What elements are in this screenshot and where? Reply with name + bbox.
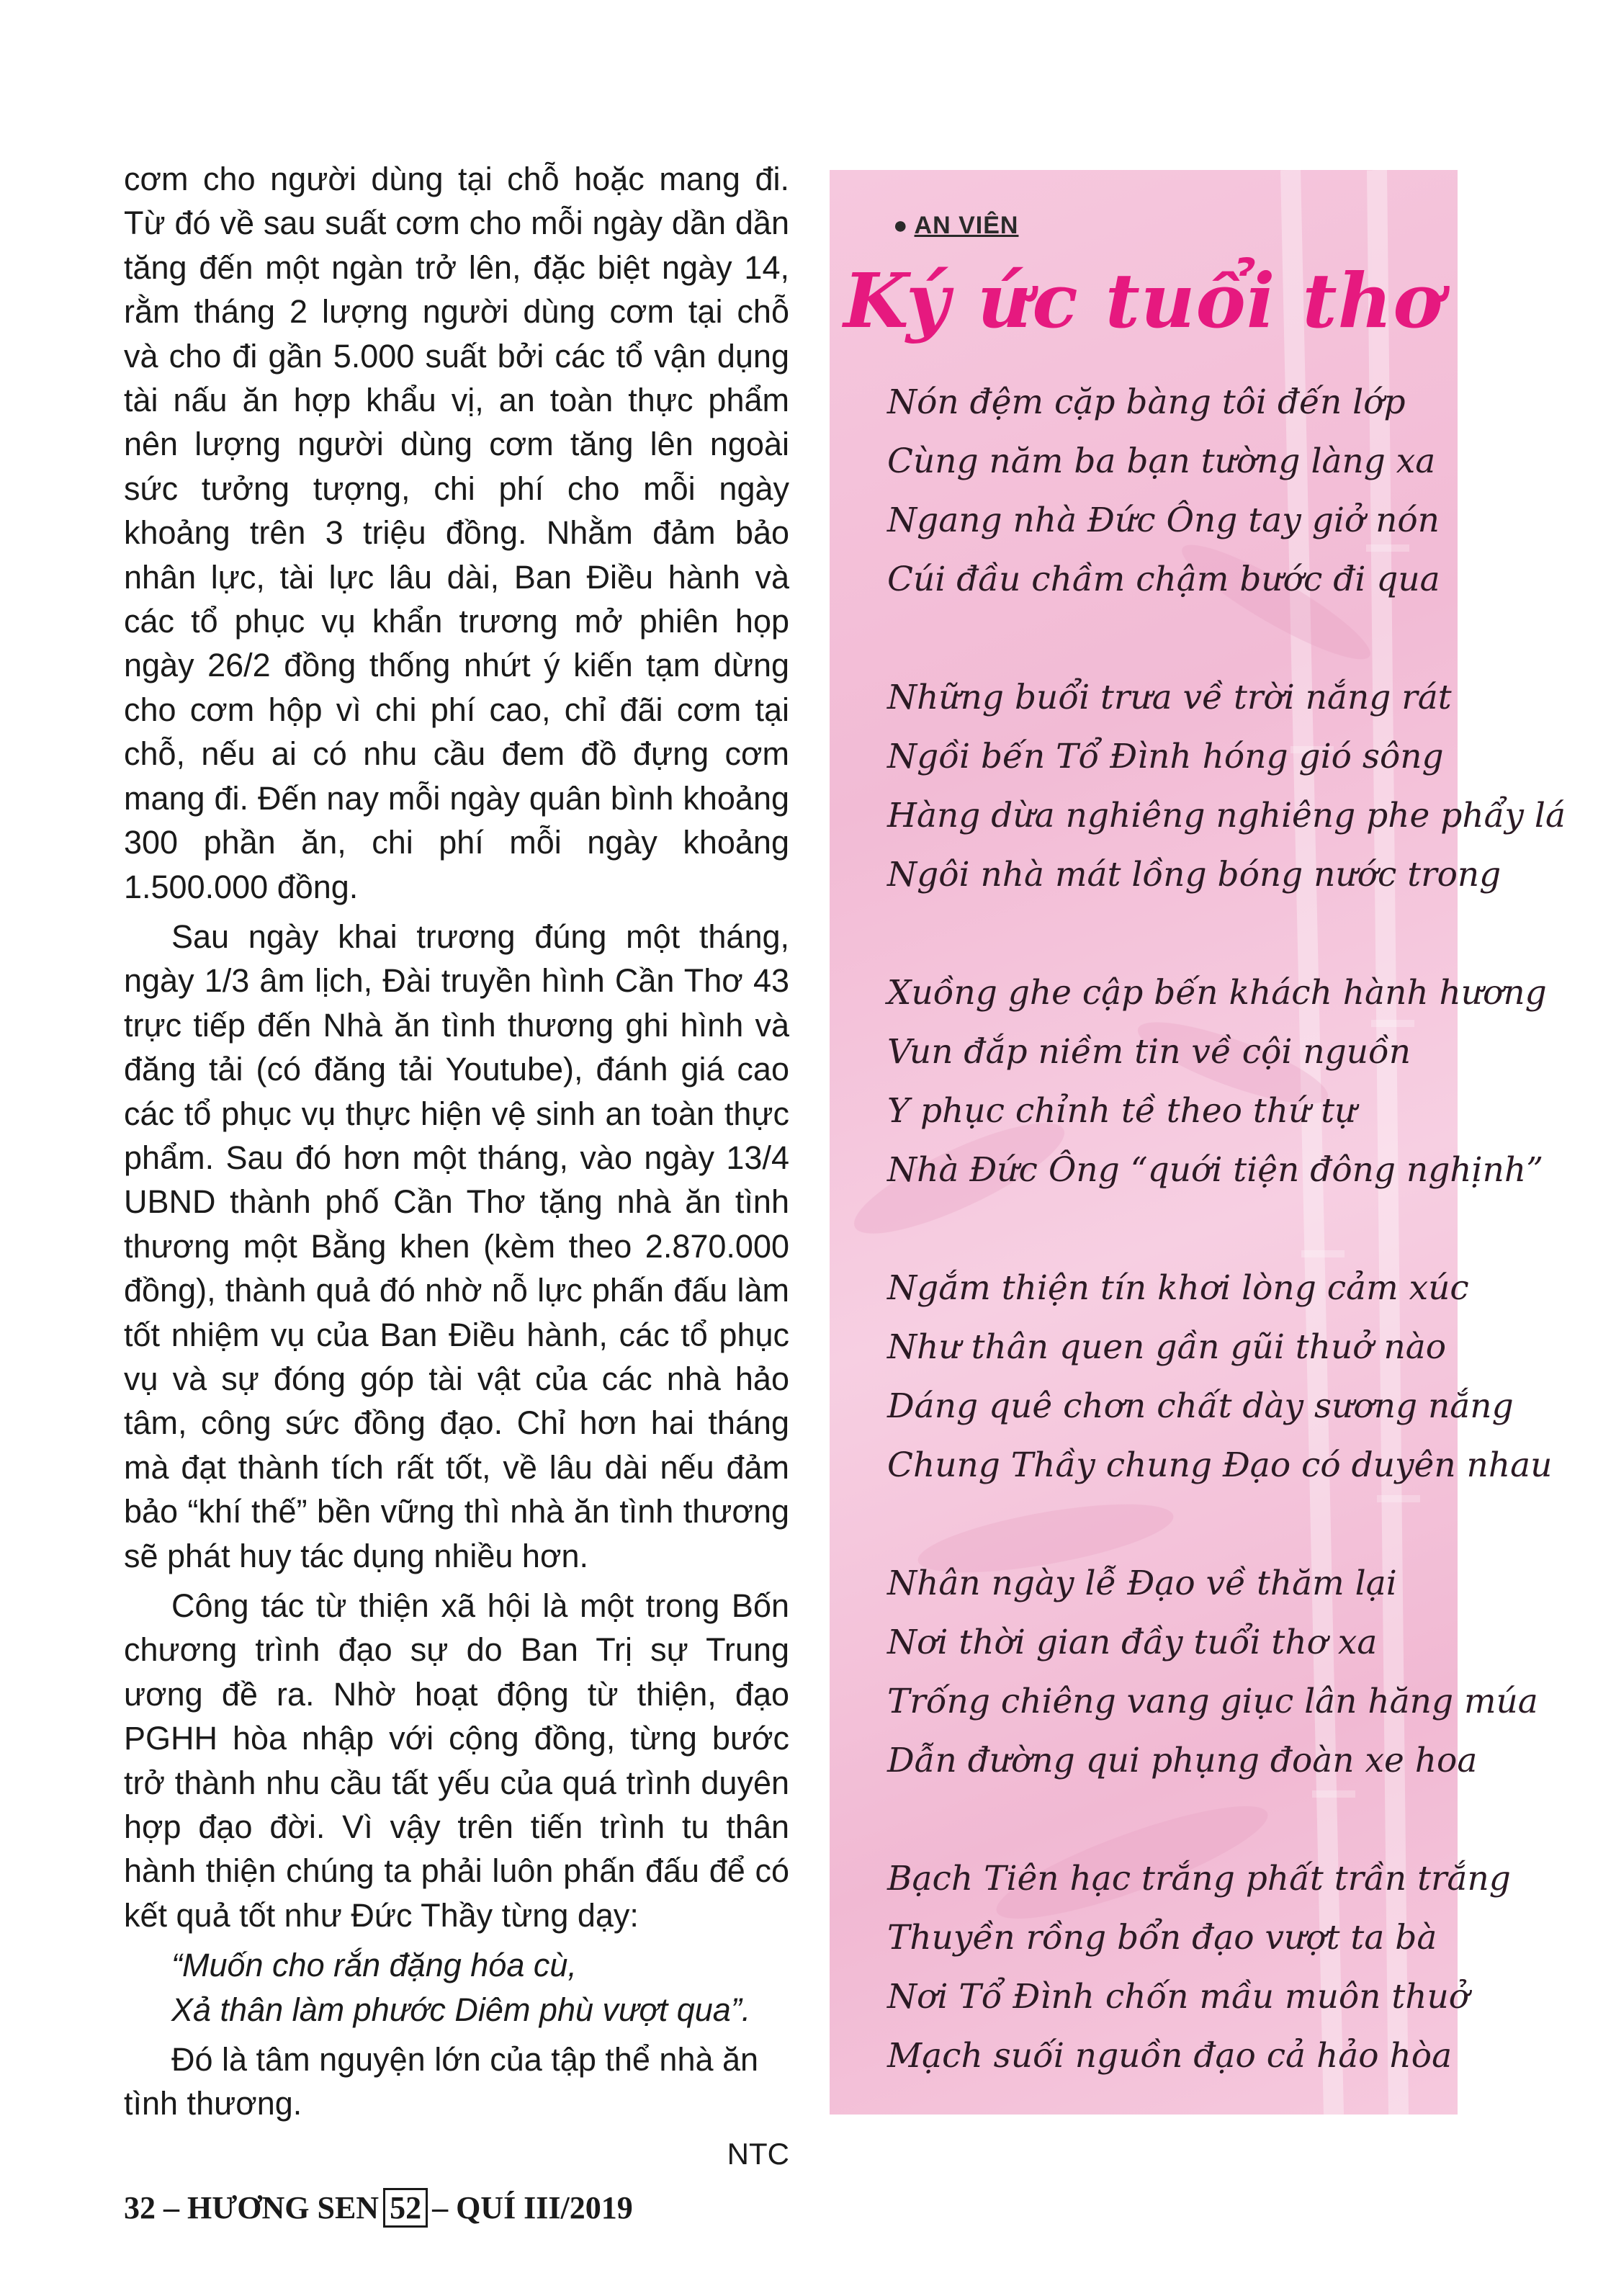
poem-line: Ngôi nhà mát lồng bóng nước trong [887, 855, 1501, 894]
poem-line: Vun đắp niềm tin về cội nguồn [887, 1032, 1411, 1072]
article-paragraph: Sau ngày khai trương đúng một tháng, ngày 1/3 âm lịch, Đài truyền hình Cần Thơ 43 trực tiếp đến Nhà ăn tình thương ghi hình và đăng tải (có đăng tải Youtube), đánh giá cao các tổ phục vụ thực hiện vệ sinh an toàn thực phẩm. Sau đó hơn một tháng, vào ngày 13/4 UBND thành phố Cần Thơ tặng nhà ăn tình thương một Bằng khen (kèm theo 2.870.000 đồng), thành quả đó nhờ nỗ lực phấn đấu làm tốt nhiệm vụ của Ban Điều hành, các tổ phục vụ và sự đóng góp tài vật của các nhà hảo tâm, công sức đồng đạo. Chỉ hơn hai tháng mà đạt thành tích rất tốt, về lâu dài nếu đảm bảo “khí thế” bền vững thì nhà ăn tình thương sẽ phát huy tác dụng nhiều hơn. [124, 918, 789, 1574]
stanza [887, 373, 1449, 609]
issue-period: QUÍ III/2019 [456, 2190, 633, 2225]
poem-line: Dáng quê chơn chất dày sương nắng [887, 1386, 1514, 1426]
poem-line: Nơi thời gian đầy tuổi thơ xa [887, 1623, 1378, 1662]
poem-line: Y phục chỉnh tề theo thứ tự [887, 1091, 1357, 1131]
poem-line: Ngồi bến Tổ Đình hóng gió sông [887, 737, 1444, 776]
poem-line: Nhân ngày lễ Đạo về thăm lại [887, 1564, 1397, 1603]
article-column [124, 157, 789, 2176]
poem-line: Chung Thầy chung Đạo có duyên nhau [887, 1445, 1553, 1485]
poem-panel [830, 170, 1566, 2115]
closing-paragraph: Đó là tâm nguyện lớn của tập thể nhà ăn tình thương. [124, 2041, 759, 2122]
signature: NTC [727, 2136, 789, 2171]
poem-line: Nón đệm cặp bàng tôi đến lớp [887, 382, 1406, 422]
magazine-name: HƯƠNG SEN [187, 2190, 380, 2225]
article-paragraph: Công tác từ thiện xã hội là một trong Bốn chương trình đạo sự do Ban Trị sự Trung ương đề ra. Nhờ hoạt động từ thiện, đạo PGHH hòa nhập với cộng đồng, từng bước trở thành nhu cầu tất yếu của quá trình duyên hợp đạo đời. Vì vậy trên tiến trình tu thân hành thiện chúng ta phải luôn phấn đấu để có kết quả tốt như Đức Thầy từng dạy: [124, 1587, 789, 1934]
poem-line: Cùng năm ba bạn tường làng xa [887, 441, 1436, 481]
bullet-icon: ● [893, 212, 909, 239]
poem-line: Thuyền rồng bổn đạo vượt ta bà [887, 1918, 1437, 1958]
quote-line: “Muốn cho rắn đặng hóa cù, [171, 1947, 577, 1984]
stanza [887, 1849, 1511, 2086]
poem-line: Ngắm thiện tín khơi lòng cảm xúc [887, 1268, 1469, 1308]
article-paragraph: cơm cho người dùng tại chỗ hoặc mang đi. Từ đó về sau suất cơm cho mỗi ngày dần dần tăng đến một ngàn trở lên, đặc biệt ngày 14, rằm tháng 2 lượng người dùng cơm tại chỗ và cho đi gần 5.000 suất bởi các tổ vận dụng tài nấu ăn hợp khẩu vị, an toàn thực phẩm nên lượng người dùng cơm tăng lên ngoài sức tưởng tượng, chi phí cho mỗi ngày khoảng trên 3 triệu đồng. Nhằm đảm bảo nhân lực, tài lực lâu dài, Ban Điều hành và các tổ phục vụ khẩn trương mở phiên họp ngày 26/2 đồng thống nhứt ý kiến tạm dừng cho cơm hộp vì chi phí cao, chỉ đãi cơm tại chỗ, nếu ai có nhu cầu đem đồ đựng cơm mang đi. Đến nay mỗi ngày quân bình khoảng 300 phần ăn, chi phí mỗi ngày khoảng 1.500.000 đồng. [124, 161, 789, 905]
poem-author: ● AN VIÊN [893, 212, 1019, 239]
quote-line: Xả thân làm phước Diêm phù vượt qua”. [171, 1991, 751, 2028]
poem-line: Mạch suối nguồn đạo cả hảo hòa [887, 2036, 1453, 2076]
poem-line: Dẫn đường qui phụng đoàn xe hoa [887, 1741, 1478, 1780]
page-number: 32 [124, 2190, 156, 2225]
stanza [887, 1554, 1538, 1790]
stanza [887, 1259, 1553, 1495]
poem-title: Ký ức tuổi thơ [843, 256, 1444, 345]
poem-line: Như thân quen gần gũi thuở nào [887, 1327, 1447, 1367]
poem-line: Hàng dừa nghiêng nghiêng phe phẩy lá [887, 796, 1566, 835]
poem-line: Bạch Tiên hạc trắng phất trần trắng [887, 1859, 1511, 1898]
poem-line: Nơi Tổ Đình chốn mầu muôn thuở [887, 1977, 1470, 2017]
footer-separator: – [432, 2190, 449, 2225]
poem-line: Ngang nhà Đức Ông tay giở nón [887, 501, 1440, 540]
poem-line: Trống chiêng vang giục lân hăng múa [887, 1682, 1538, 1721]
page-footer [124, 2189, 633, 2226]
poem-line: Những buổi trưa về trời nắng rát [887, 678, 1452, 717]
stanza [887, 964, 1547, 1200]
poem-line: Xuồng ghe cập bến khách hành hương [887, 973, 1547, 1013]
poem-line: Cúi đầu chầm chậm bước đi qua [887, 560, 1440, 599]
issue-number: 52 [383, 2188, 428, 2228]
poem-line: Nhà Đức Ông “quới tiện đông nghịnh” [887, 1150, 1544, 1190]
stanza [887, 668, 1566, 905]
poem-stanzas [887, 373, 1566, 2086]
footer-separator: – [163, 2190, 179, 2225]
